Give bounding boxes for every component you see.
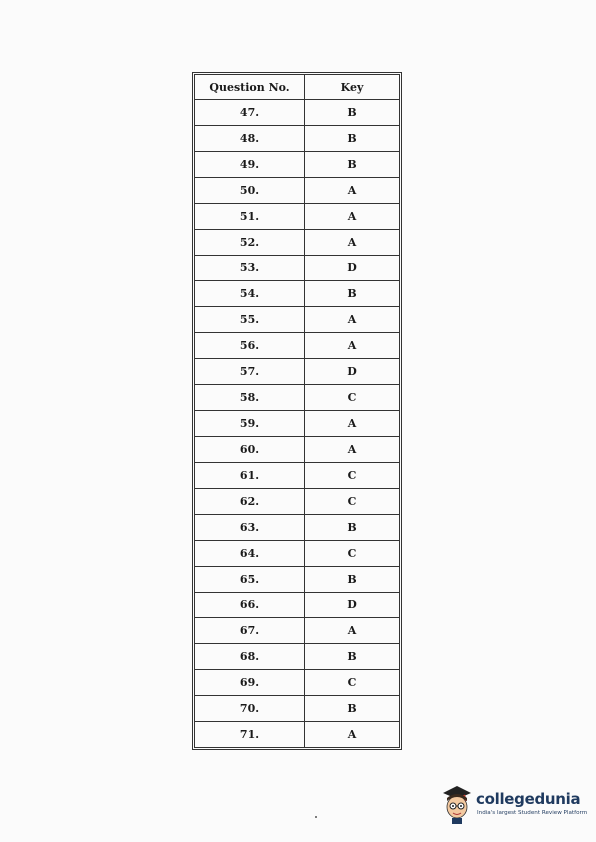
key-cell: B — [305, 100, 400, 126]
question-number-cell: 63. — [195, 514, 305, 540]
brand-name: collegedunia — [476, 790, 581, 808]
table-row — [195, 229, 400, 255]
table-row — [195, 385, 400, 411]
question-number-cell: 70. — [195, 696, 305, 722]
table-row — [195, 307, 400, 333]
question-number-cell: 53. — [195, 255, 305, 281]
table-row — [195, 359, 400, 385]
key-cell: B — [305, 696, 400, 722]
table-row — [195, 670, 400, 696]
table-row — [195, 722, 400, 748]
table-row — [195, 566, 400, 592]
key-cell: B — [305, 281, 400, 307]
key-cell: B — [305, 151, 400, 177]
table-row — [195, 281, 400, 307]
key-cell: C — [305, 385, 400, 411]
table-row — [195, 177, 400, 203]
key-cell: C — [305, 670, 400, 696]
table-row — [195, 514, 400, 540]
table-row — [195, 540, 400, 566]
key-cell: A — [305, 411, 400, 437]
question-number-cell: 47. — [195, 100, 305, 126]
key-cell: A — [305, 618, 400, 644]
table-row — [195, 151, 400, 177]
key-cell: A — [305, 229, 400, 255]
answer-key-table-frame — [192, 72, 402, 750]
question-number-cell: 48. — [195, 125, 305, 151]
question-number-cell: 59. — [195, 411, 305, 437]
key-cell: A — [305, 177, 400, 203]
table-header-row — [195, 75, 400, 100]
question-number-cell: 65. — [195, 566, 305, 592]
question-number-cell: 57. — [195, 359, 305, 385]
key-cell: D — [305, 592, 400, 618]
key-cell: C — [305, 488, 400, 514]
key-cell: B — [305, 125, 400, 151]
table-row — [195, 100, 400, 126]
question-number-cell: 54. — [195, 281, 305, 307]
question-number-cell: 60. — [195, 436, 305, 462]
table-row — [195, 333, 400, 359]
question-number-header: Question No. — [195, 75, 305, 100]
table-row — [195, 488, 400, 514]
table-row — [195, 592, 400, 618]
collegedunia-logo — [440, 783, 590, 825]
key-cell: B — [305, 644, 400, 670]
key-cell: A — [305, 722, 400, 748]
table-row — [195, 696, 400, 722]
question-number-cell: 67. — [195, 618, 305, 644]
key-cell: A — [305, 307, 400, 333]
table-row — [195, 462, 400, 488]
key-cell: C — [305, 540, 400, 566]
question-number-cell: 50. — [195, 177, 305, 203]
key-cell: D — [305, 359, 400, 385]
table-row — [195, 436, 400, 462]
table-row — [195, 255, 400, 281]
scan-speck — [315, 816, 317, 818]
question-number-cell: 58. — [195, 385, 305, 411]
question-number-cell: 51. — [195, 203, 305, 229]
table-row — [195, 125, 400, 151]
key-cell: D — [305, 255, 400, 281]
question-number-cell: 49. — [195, 151, 305, 177]
question-number-cell: 69. — [195, 670, 305, 696]
key-header: Key — [305, 75, 400, 100]
key-cell: A — [305, 436, 400, 462]
key-cell: B — [305, 514, 400, 540]
brand-tagline: India's largest Student Review Platform — [477, 810, 588, 816]
key-cell: C — [305, 462, 400, 488]
answer-key-table — [194, 74, 400, 748]
question-number-cell: 55. — [195, 307, 305, 333]
question-number-cell: 64. — [195, 540, 305, 566]
table-row — [195, 618, 400, 644]
question-number-cell: 56. — [195, 333, 305, 359]
table-row — [195, 203, 400, 229]
question-number-cell: 68. — [195, 644, 305, 670]
key-cell: A — [305, 333, 400, 359]
mascot-icon — [440, 783, 474, 825]
table-row — [195, 644, 400, 670]
table-row — [195, 411, 400, 437]
question-number-cell: 52. — [195, 229, 305, 255]
key-cell: A — [305, 203, 400, 229]
question-number-cell: 71. — [195, 722, 305, 748]
question-number-cell: 66. — [195, 592, 305, 618]
question-number-cell: 62. — [195, 488, 305, 514]
key-cell: B — [305, 566, 400, 592]
question-number-cell: 61. — [195, 462, 305, 488]
